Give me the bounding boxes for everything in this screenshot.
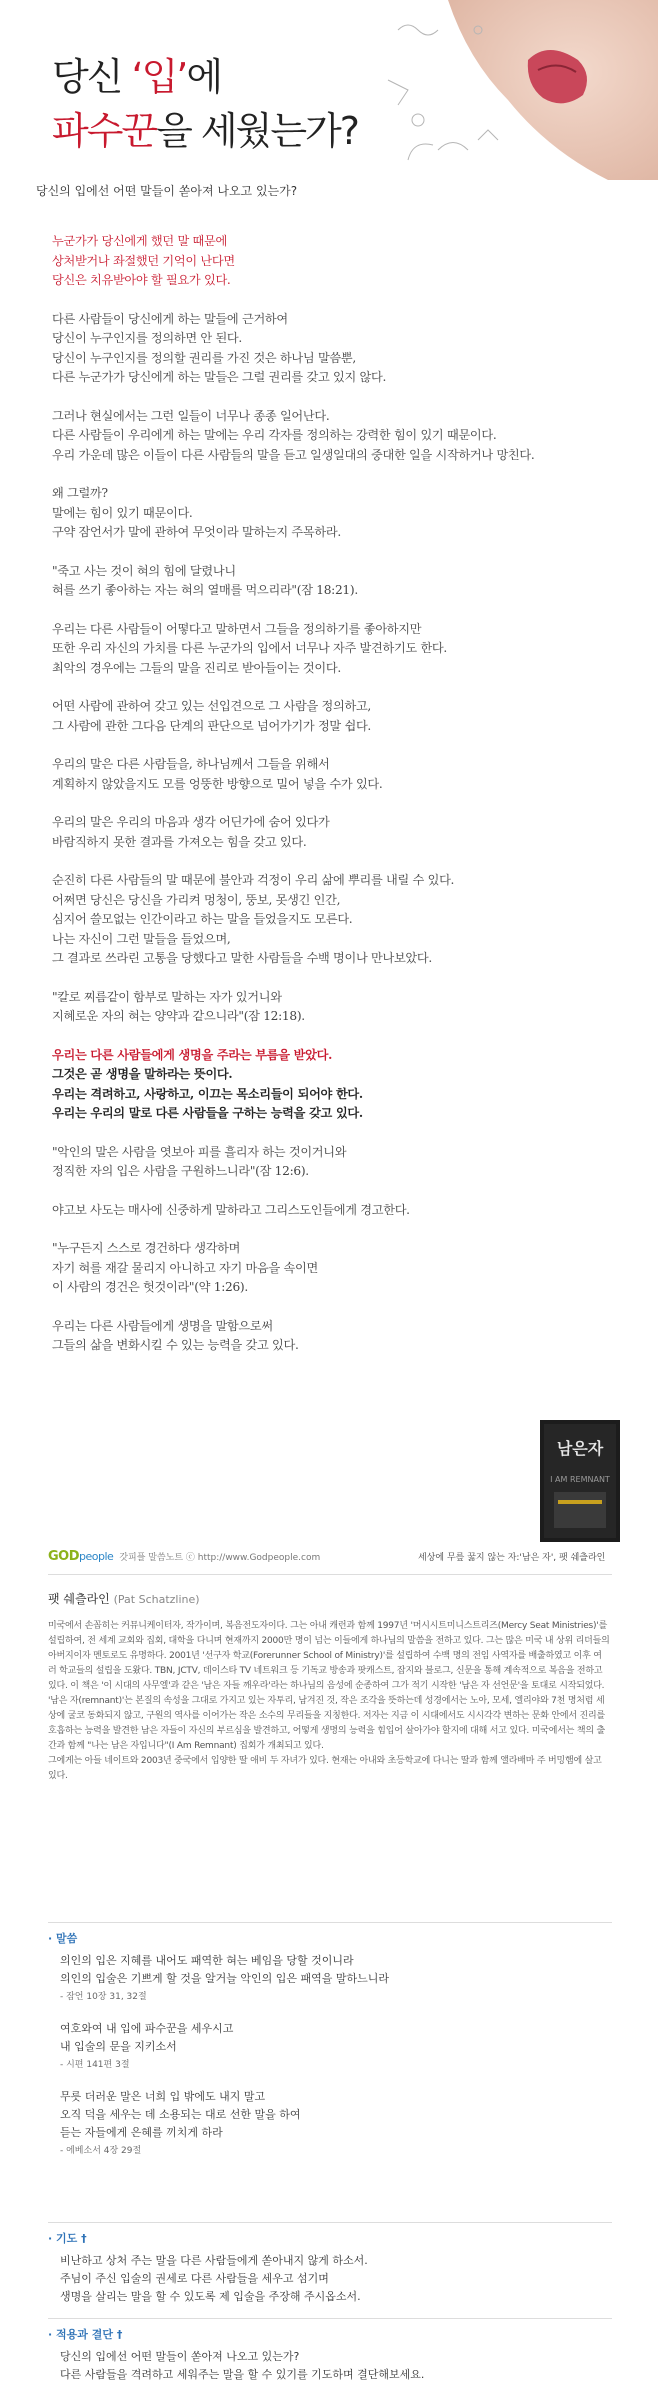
paragraph — [52, 407, 612, 466]
scripture-quote — [52, 1143, 612, 1182]
verse-line: 의인의 입술은 기쁘게 할 것을 알거늘 악인의 입은 패역을 말하느니라 — [60, 1972, 389, 1985]
verse-line: 듣는 자들에게 은혜를 끼치게 하라 — [60, 2126, 223, 2139]
paragraph — [52, 310, 612, 388]
source-bar — [48, 1546, 608, 1566]
apply-text — [48, 2348, 612, 2384]
line: 또한 우리 자신의 가치를 다른 누군가의 입에서 너무나 자주 발견하기도 한다. — [52, 641, 447, 655]
verses-title: · 말씀 — [48, 1932, 78, 1945]
paragraph — [52, 755, 612, 794]
line: "칼로 찌름같이 함부로 말하는 자가 있거니와 — [52, 989, 282, 1004]
book-cover-art — [540, 1420, 620, 1542]
title-part: 을 세웠는가? — [156, 109, 358, 153]
line: "악인의 말은 사람을 엿보아 피를 흘리자 하는 것이거니와 — [52, 1144, 347, 1159]
paragraph — [52, 484, 612, 543]
line: 계획하지 않았을지도 모를 엉뚱한 방향으로 밀어 넣을 수가 있다. — [52, 776, 383, 791]
line: 그들의 삶을 변화시킬 수 있는 능력을 갖고 있다. — [52, 1338, 299, 1352]
line: 당신은 치유받아야 할 필요가 있다. — [52, 273, 231, 287]
title-highlight: ‘입’ — [131, 55, 187, 99]
book-caption: 세상에 무릎 꿇지 않는 자:'남은 자', 팻 쉐츨라인 — [418, 1553, 606, 1563]
scripture-quote — [52, 988, 612, 1027]
book-subtitle: I AM REMNANT — [550, 1475, 610, 1484]
intro-paragraph — [52, 232, 612, 291]
line: 그 결과로 쓰라린 고통을 당했다고 말한 사람들을 수백 명이나 만나보았다. — [52, 951, 432, 965]
author-name-ko: 팻 쉐츨라인 — [48, 1592, 110, 1606]
line: 순진히 다른 사람들의 말 때문에 불안과 걱정이 우리 삶에 뿌리를 내릴 수 있다. — [52, 873, 455, 887]
prayer-title: · 기도 † — [48, 2232, 87, 2245]
line: 어쩌면 당신은 당신을 가리켜 멍청이, 뚱보, 못생긴 인간, — [52, 892, 341, 907]
line: 바람직하지 못한 결과를 가져오는 힘을 갖고 있다. — [52, 834, 307, 849]
line: 심지어 쓸모없는 인간이라고 하는 말을 들었을지도 모른다. — [52, 912, 353, 926]
line: 그것은 곧 생명을 말하라는 뜻이다. — [52, 1067, 233, 1081]
verse-line: 내 입술의 문을 지키소서 — [60, 2040, 177, 2053]
paragraph — [52, 697, 612, 736]
line: 다른 사람들이 우리에게 하는 말에는 우리 각자를 정의하는 강력한 힘이 있기 때문이다. — [52, 428, 497, 442]
verse-ref: - 잠언 10장 31, 32절 — [60, 1992, 147, 2002]
line: 상처받거나 좌절했던 기억이 난다면 — [52, 253, 235, 268]
line: 우리의 말은 우리의 마음과 생각 어딘가에 숨어 있다가 — [52, 815, 330, 829]
line: 그러나 현실에서는 그런 일들이 너무나 종종 일어난다. — [52, 408, 330, 423]
face-illustration — [378, 0, 658, 180]
title-part: 당신 — [52, 55, 132, 99]
verses-section — [48, 1930, 612, 2174]
author-bio-family: 그에게는 아들 네이트와 2003년 중국에서 입양한 딸 애비 두 자녀가 있다. 현재는 아내와 초등학교에 다니는 딸과 함께 앨라배마 주 버밍햄에 살고 있다. — [48, 1756, 602, 1781]
emphasis-paragraph — [52, 1046, 612, 1124]
line: 지혜로운 자의 혀는 양약과 같으니라"(잠 12:18). — [52, 1009, 305, 1023]
line: 우리의 말은 다른 사람들을, 하나님께서 그들을 위해서 — [52, 757, 330, 771]
line: 우리는 다른 사람들이 어떻다고 말하면서 그들을 정의하기를 좋아하지만 — [52, 621, 422, 636]
subtitle: 당신의 입에선 어떤 말들이 쏟아져 나오고 있는가? — [36, 184, 298, 198]
verse-line: 여호와여 내 입에 파수꾼을 세우시고 — [60, 2022, 234, 2035]
divider — [48, 2318, 612, 2319]
line: 이 사람의 경건은 헛것이라"(약 1:26). — [52, 1280, 248, 1294]
line: 우리는 다른 사람들에게 생명을 말함으로써 — [52, 1318, 273, 1333]
author-name-en: (Pat Schatzline) — [113, 1593, 200, 1606]
apply-section — [48, 2326, 612, 2384]
prayer-line: 주님이 주신 입술의 권세로 다른 사람들을 세우고 섬기며 — [60, 2272, 329, 2285]
apply-line: 당신의 입에선 어떤 말들이 쏟아져 나오고 있는가? — [60, 2350, 300, 2363]
logo-god: GOD — [48, 1548, 80, 1564]
title-highlight: 파수꾼 — [52, 109, 157, 153]
logo-people: people — [79, 1549, 114, 1563]
line: 자기 혀를 재갈 물리지 아니하고 자기 마음을 속이면 — [52, 1260, 318, 1275]
line: 당신이 누구인지를 정의하면 안 된다. — [52, 331, 242, 345]
book-cover[interactable] — [540, 1420, 620, 1542]
line: 다른 누군가가 당신에게 하는 말들은 그럴 권리를 갖고 있지 않다. — [52, 370, 387, 384]
prayer-line: 비난하고 상처 주는 말을 다른 사람들에게 쏟아내지 않게 하소서. — [60, 2254, 368, 2267]
divider — [48, 1574, 612, 1575]
line: 우리는 격려하고, 사랑하고, 이끄는 목소리들이 되어야 한다. — [52, 1086, 363, 1101]
line: 우리 가운데 많은 이들이 다른 사람들의 말을 듣고 일생일대의 중대한 일을 시작하거나 망친다. — [52, 447, 535, 462]
line: 누군가가 당신에게 했던 말 때문에 — [52, 234, 227, 248]
line: 말에는 힘이 있기 때문이다. — [52, 505, 193, 520]
author-section — [48, 1590, 610, 1784]
apply-title: · 적용과 결단 † — [48, 2328, 123, 2341]
paragraph — [52, 1201, 612, 1221]
line: 당신이 누구인지를 정의할 권리를 가진 것은 하나님 말씀뿐, — [52, 350, 356, 365]
divider — [48, 2222, 612, 2223]
prayer-text — [48, 2252, 612, 2306]
verse-line: 오직 덕을 세우는 데 소용되는 대로 선한 말을 하여 — [60, 2108, 301, 2121]
article-body — [52, 232, 612, 1375]
line: 어떤 사람에 관하여 갖고 있는 선입견으로 그 사람을 정의하고, — [52, 699, 371, 713]
line: 우리는 우리의 말로 다른 사람들을 구하는 능력을 갖고 있다. — [52, 1106, 363, 1120]
verse-ref: - 시편 141편 3절 — [60, 2060, 130, 2070]
line: 다른 사람들이 당신에게 하는 말들에 근거하여 — [52, 311, 288, 326]
prayer-section — [48, 2230, 612, 2306]
paragraph — [52, 871, 612, 969]
title-part: 에 — [186, 55, 222, 99]
line: 그 사람에 관한 그다음 단계의 판단으로 넘어가기가 정말 쉽다. — [52, 718, 371, 733]
verse-line: 의인의 입은 지혜를 내어도 패역한 혀는 베임을 당할 것이니라 — [60, 1954, 354, 1967]
line: 정직한 자의 입은 사람을 구원하느니라"(잠 12:6). — [52, 1164, 309, 1178]
verse-ref: - 에베소서 4장 29절 — [60, 2146, 142, 2156]
scripture-quote — [52, 1239, 612, 1298]
verse-line: 무릇 더러운 말은 너희 입 밖에도 내지 말고 — [60, 2090, 266, 2103]
line: "누구든지 스스로 경건하다 생각하며 — [52, 1241, 241, 1255]
author-bio: 미국에서 손꼽히는 커뮤니케이터자, 작가이며, 복음전도자이다. 그는 아내 캐런과 함께 1997년 '머시시트미니스트리즈(Mercy Seat Ministries)'를 설립하여, 전 세계 교회와 집회, 대학을 다니며 현재까지 2000만 명이 넘는 이들에게 하나님의 말씀을 전하고 있다. 그는 많은 미국 내 상위 리더들의 아버지이자 멘토로도 유명하다. 2001년 '선구자 학교(Forerunner School of Ministry)'를 설립하여 수백 명의 전임 사역자를 배출하였고 이후 여러 학교들의 설립을 도왔다. TBN, JCTV, 데이스타 TV 네트워크 등 기독교 방송과 팟캐스트, 잡지와 블로그, 신문을 통해 계속적으로 복음을 전하고 있다. 이 책은 '이 시대의 사무엘'과 같은 '남은 자들 깨우라'라는 하나님의 음성에 순종하여 그가 적기 시작한 '남은 자 선언문'을 토대로 시작되었다. '남은 자(remnant)'는 본질의 속성을 그대로 가지고 있는 자투리, 남겨진 것, 작은 조각을 뜻하는데 성경에서는 노아, 모세, 엘리야와 7천 명처럼 세상에 굴코 동화되지 않고, 구원의 역사를 이어가는 작은 소수의 무리들을 지칭한다. 저자는 지금 이 시대에서도 시시각각 변하는 문화 안에서 진리를 호흡하는 능력을 발견한 남은 자들이 자신의 부르심을 발견하고, 어떻게 생명의 능력을 힘입어 살아가야 할지에 대해 서고 있다. 미국에서는 책의 출간과 함께 "나는 남은 자입니다"(I Am Remnant) 집회가 개최되고 있다. — [48, 1621, 610, 1751]
apply-line: 다른 사람들을 격려하고 세워주는 말을 할 수 있기를 기도하며 결단해보세요. — [60, 2368, 425, 2381]
author-name — [48, 1590, 610, 1607]
paragraph — [52, 620, 612, 679]
page-title — [52, 50, 358, 158]
line: "죽고 사는 것이 혀의 힘에 달렸나니 — [52, 563, 236, 578]
line: 야고보 사도는 매사에 신중하게 말하라고 그리스도인들에게 경고한다. — [52, 1202, 410, 1217]
line: 최악의 경우에는 그들의 말을 진리로 받아들이는 것이다. — [52, 660, 341, 675]
line: 우리는 다른 사람들에게 생명을 주라는 부름을 받았다. — [52, 1047, 333, 1062]
paragraph — [52, 1317, 612, 1356]
verses-list — [48, 1952, 612, 2160]
paragraph — [52, 813, 612, 852]
line: 나는 자신이 그런 말들을 들었으며, — [52, 931, 231, 946]
prayer-line: 생명을 살리는 말을 할 수 있도록 제 입술을 주장해 주시옵소서. — [60, 2290, 361, 2303]
godpeople-logo[interactable] — [48, 1549, 113, 1564]
divider — [48, 1922, 612, 1923]
line: 왜 그럴까? — [52, 486, 108, 500]
line: 구약 잠언서가 말에 관하여 무엇이라 말하는지 주목하라. — [52, 525, 341, 539]
source-tagline[interactable]: 갓피플 말씀노트 ⓒ http://www.Godpeople.com — [119, 1552, 321, 1563]
scripture-quote — [52, 562, 612, 601]
book-title: 남은자 — [556, 1439, 604, 1458]
line: 혀를 쓰기 좋아하는 자는 혀의 열매를 먹으리라"(잠 18:21). — [52, 583, 358, 597]
header — [0, 0, 658, 180]
